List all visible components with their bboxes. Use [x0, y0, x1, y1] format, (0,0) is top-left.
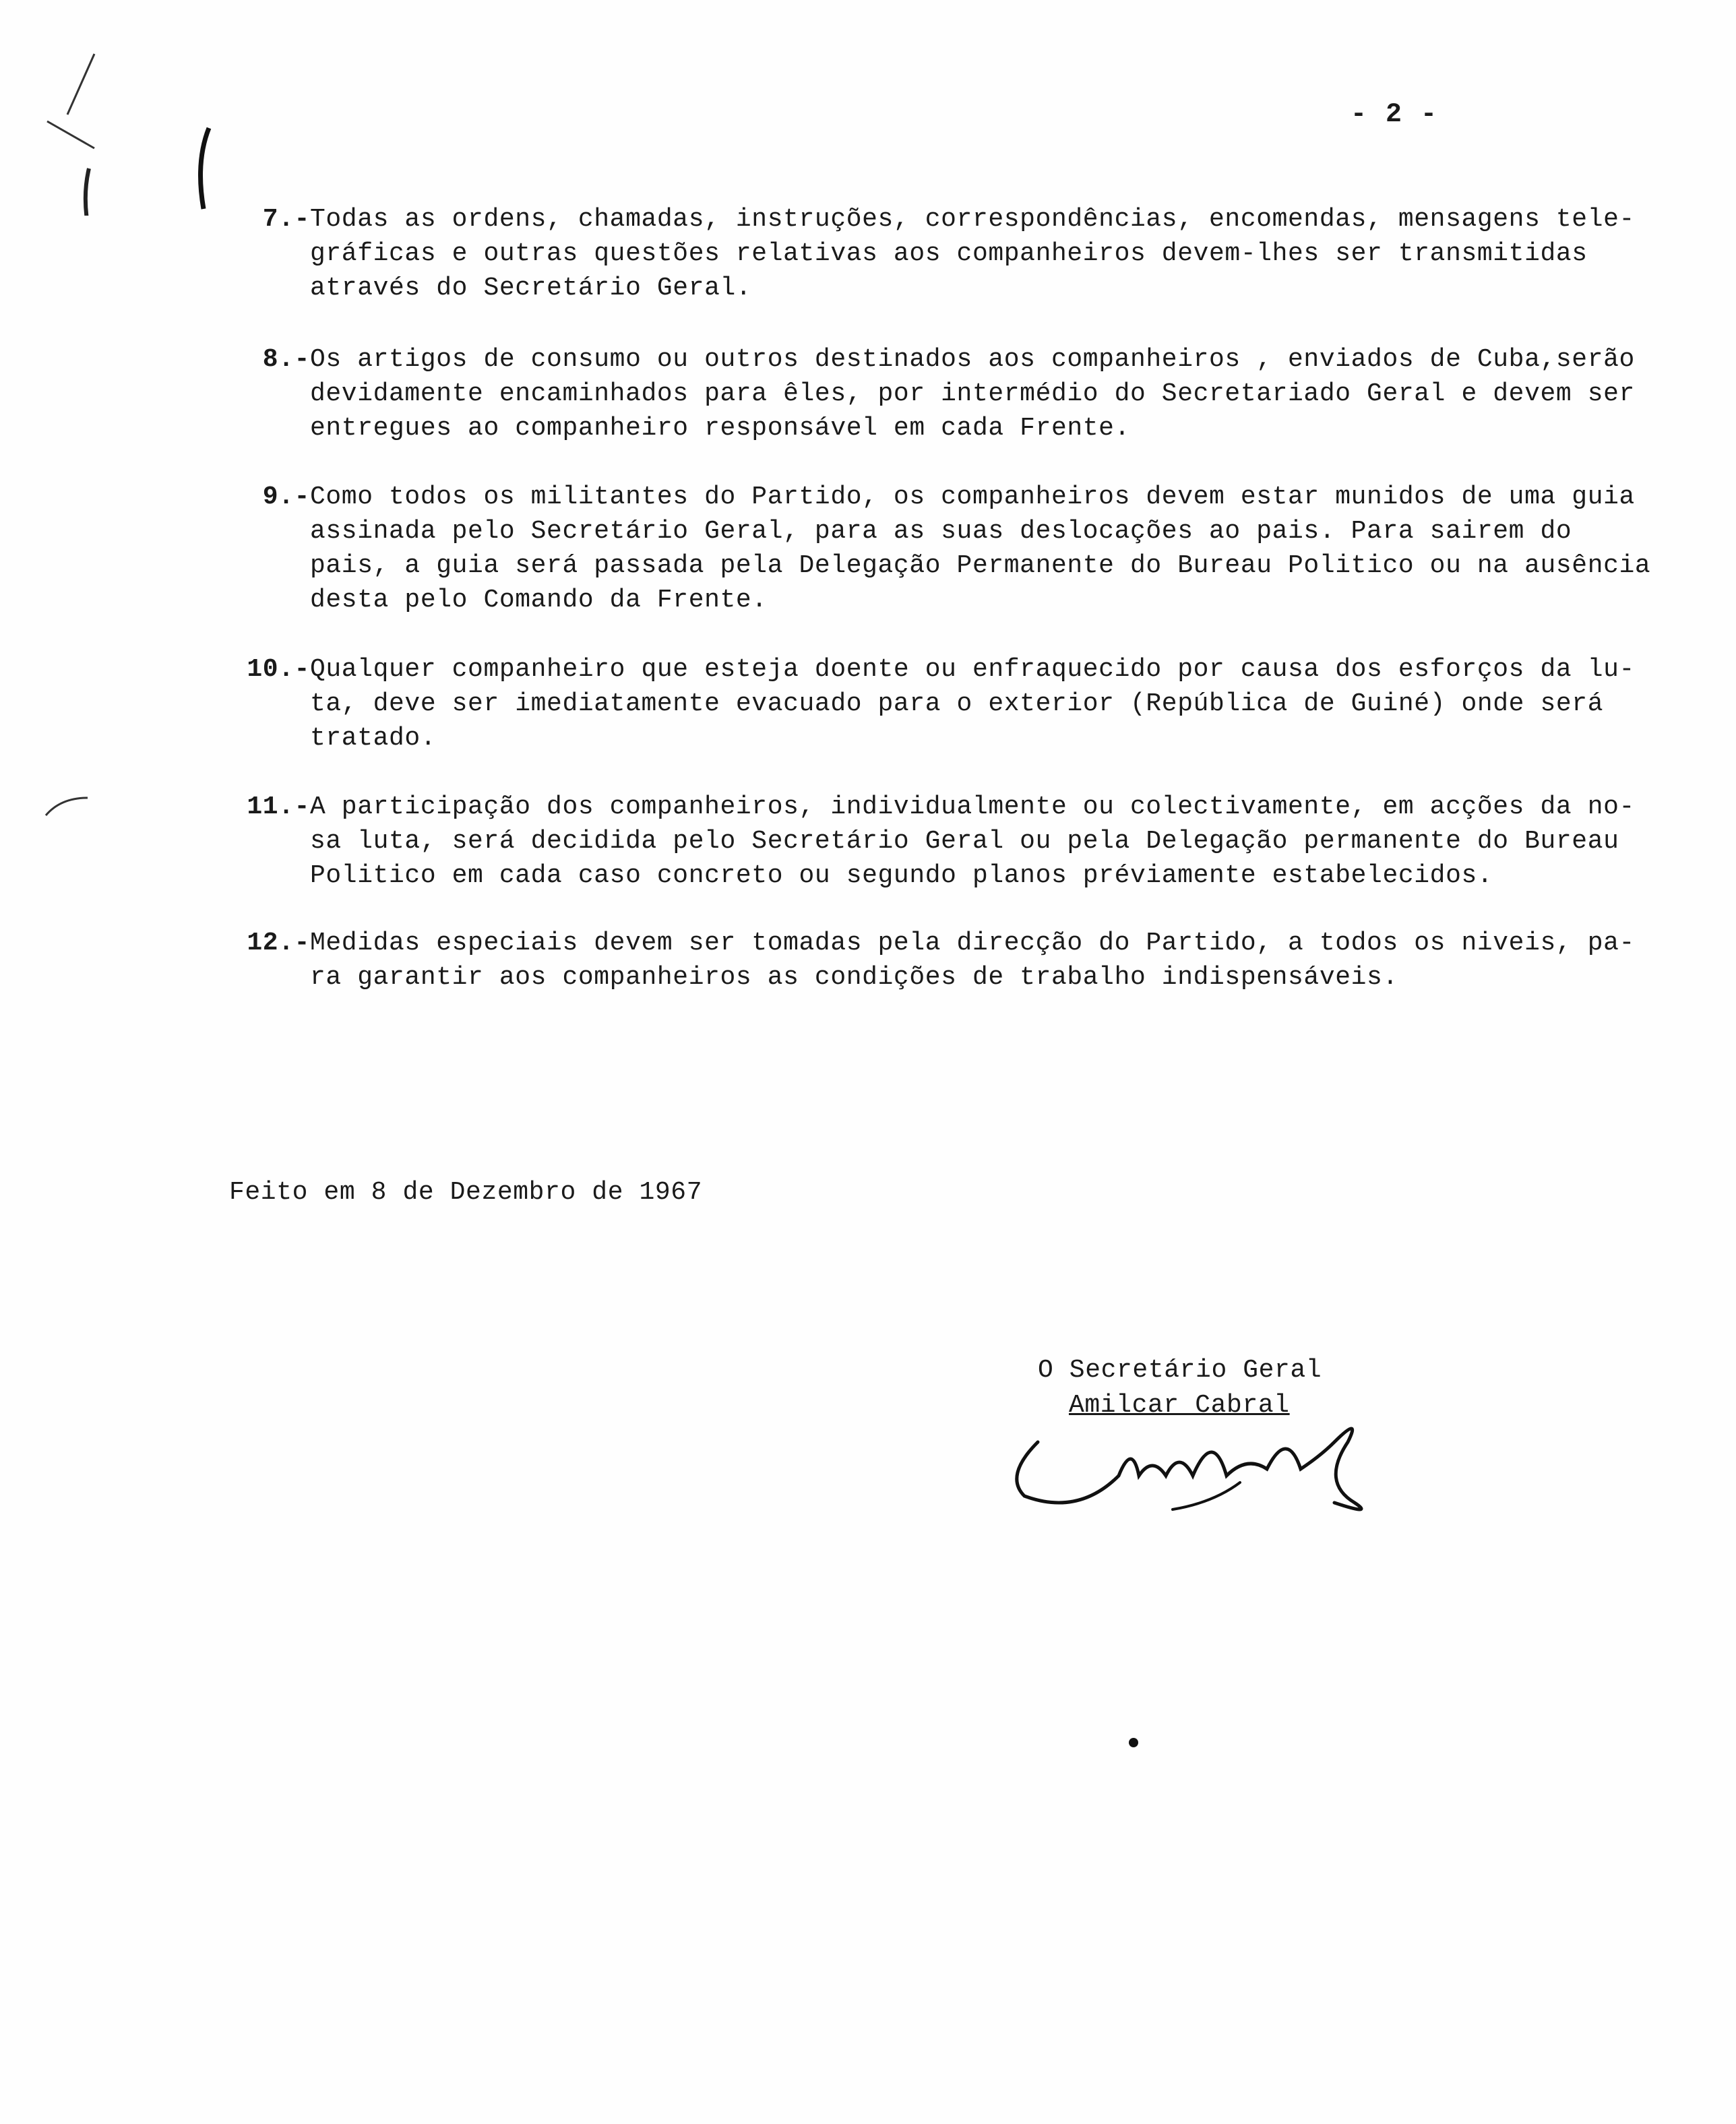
item-line: ta, deve ser imediatamente evacuado para o exterior (República de Guiné) onde será: [310, 689, 1604, 718]
item-number: 11.-: [247, 792, 310, 821]
item-line: Politico em cada caso concreto ou segundo planos préviamente estabelecidos.: [310, 861, 1493, 890]
item-line: Os artigos de consumo ou outros destinados aos companheiros , enviados de Cuba,serão: [310, 345, 1635, 374]
item-text: [310, 652, 1736, 755]
item-line: A participação dos companheiros, individualmente ou colectivamente, em acções da no-: [310, 792, 1635, 821]
page-number: - 2 -: [1351, 100, 1439, 130]
scan-dot: [1127, 1736, 1140, 1749]
item-line: ra garantir aos companheiros as condições de trabalho indispensáveis.: [310, 963, 1398, 992]
item-line: assinada pelo Secretário Geral, para as suas deslocações ao pais. Para sairem do: [310, 517, 1572, 546]
item-line: gráficas e outras questões relativas aos companheiros devem-lhes ser transmitidas: [310, 239, 1588, 268]
item-text: [310, 926, 1736, 995]
item-line: entregues ao companheiro responsável em cada Frente.: [310, 414, 1130, 443]
item-text: [310, 790, 1736, 893]
scan-mark-left-mid: [40, 792, 94, 819]
scan-mark-bracket: [182, 121, 222, 216]
item-line: através do Secretário Geral.: [310, 274, 752, 303]
item-number: 9.-: [262, 482, 310, 511]
item-text: [310, 202, 1736, 305]
item-line: Qualquer companheiro que esteja doente ou enfraquecido por causa dos esforços da lu-: [310, 655, 1635, 684]
closing-date-line: Feito em 8 de Dezembro de 1967: [229, 1178, 703, 1207]
item-line: devidamente encaminhados para êles, por intermédio do Secretariado Geral e devem ser: [310, 379, 1635, 408]
item-line: Todas as ordens, chamadas, instruções, correspondências, encomendas, mensagens tele-: [310, 205, 1635, 234]
item-line: pais, a guia será passada pela Delegação Permanente do Bureau Politico ou na ausência: [310, 551, 1651, 580]
item-line: tratado.: [310, 724, 437, 753]
signatory-name: Amilcar Cabral: [1069, 1391, 1290, 1420]
scan-mark-top-left: [27, 40, 108, 216]
signature-title: O Secretário Geral: [1038, 1356, 1322, 1385]
item-text: [310, 342, 1736, 445]
item-line: Medidas especiais devem ser tomadas pela direcção do Partido, a todos os niveis, pa-: [310, 929, 1635, 958]
handwritten-signature: [997, 1402, 1375, 1523]
item-line: Como todos os militantes do Partido, os companheiros devem estar munidos de uma guia: [310, 482, 1635, 511]
item-line: sa luta, será decidida pelo Secretário Geral ou pela Delegação permanente do Bureau: [310, 827, 1619, 856]
item-line: desta pelo Comando da Frente.: [310, 586, 768, 615]
item-number: 10.-: [247, 655, 310, 684]
item-number: 12.-: [247, 929, 310, 958]
item-text: [310, 480, 1736, 617]
item-number: 7.-: [262, 205, 310, 234]
item-number: 8.-: [262, 345, 310, 374]
